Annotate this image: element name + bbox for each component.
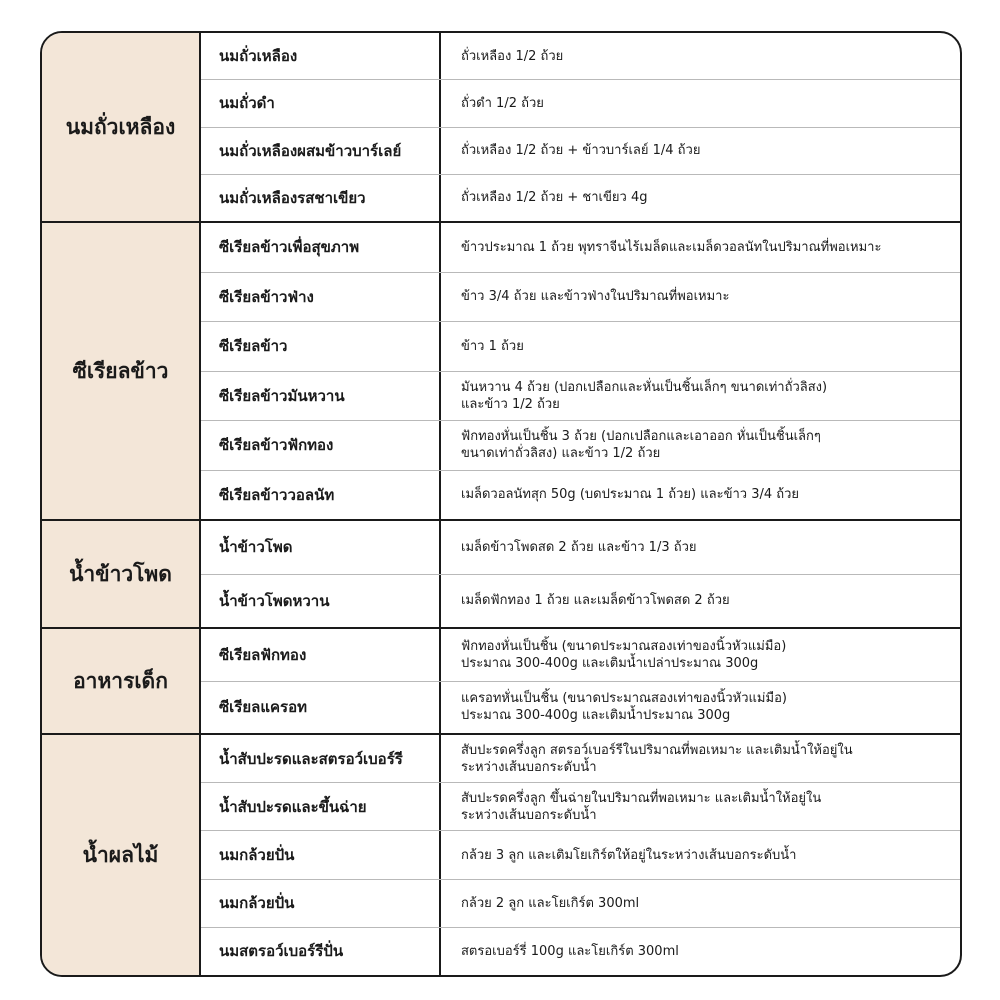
item-desc: ถั่วดำ 1/2 ถ้วย <box>461 95 544 111</box>
group-rice-cereal <box>42 221 960 519</box>
table-row <box>201 371 960 421</box>
item-desc: ฟักทองหั่นเป็นชิ้น (ขนาดประมาณสองเท่าของนิ้วหัวแม่มือ) ประมาณ 300-400g และเติมน้ำเปล่าประมาณ 300g <box>461 638 787 671</box>
table-row <box>201 272 960 322</box>
group-soy-milk <box>42 33 960 221</box>
item-name: นมกล้วยปั่น <box>201 831 441 878</box>
table-row <box>201 470 960 520</box>
table-row <box>201 127 960 174</box>
table-row <box>201 420 960 470</box>
table-row <box>201 830 960 878</box>
item-desc: มันหวาน 4 ถ้วย (ปอกเปลือกและหั่นเป็นชิ้นเล็กๆ ขนาดเท่าถั่วลิสง) และข้าว 1/2 ถ้วย <box>461 379 828 412</box>
table-row <box>201 782 960 830</box>
item-name: ซีเรียลข้าว <box>201 322 441 371</box>
item-name: นมถั่วเหลือง <box>201 33 441 79</box>
group-corn-juice <box>42 519 960 627</box>
table-row <box>201 681 960 734</box>
table-row <box>201 574 960 628</box>
item-desc: ถั่วเหลือง 1/2 ถ้วย <box>461 48 564 64</box>
item-desc: กล้วย 2 ลูก และโยเกิร์ต 300ml <box>461 895 640 911</box>
item-name: ซีเรียลข้าวฟักทอง <box>201 421 441 470</box>
item-name: นมถั่วเหลืองรสชาเขียว <box>201 175 441 221</box>
item-name: นมถั่วเหลืองผสมข้าวบาร์เลย์ <box>201 128 441 174</box>
item-name: น้ำข้าวโพดหวาน <box>201 575 441 628</box>
table-row <box>201 879 960 927</box>
item-name: นมกล้วยปั่น <box>201 880 441 927</box>
item-desc: สตรอเบอร์รี่ 100g และโยเกิร์ต 300ml <box>461 943 679 959</box>
item-name: นมสตรอว์เบอร์รีปั่น <box>201 928 441 975</box>
item-desc: ถั่วเหลือง 1/2 ถ้วย + ชาเขียว 4g <box>461 190 648 206</box>
item-desc: ถั่วเหลือง 1/2 ถ้วย + ข้าวบาร์เลย์ 1/4 ถ้วย <box>461 143 701 159</box>
item-name: นมถั่วดำ <box>201 80 441 126</box>
item-desc: เมล็ดฟักทอง 1 ถ้วย และเมล็ดข้าวโพดสด 2 ถ้วย <box>461 593 730 609</box>
table-row <box>201 521 960 574</box>
item-desc: ข้าว 3/4 ถ้วย และข้าวฟ่างในปริมาณที่พอเหมาะ <box>461 289 730 305</box>
item-desc: ข้าวประมาณ 1 ถ้วย พุทราจีนไร้เมล็ดและเมล็ดวอลนัทในปริมาณที่พอเหมาะ <box>461 239 882 255</box>
item-name: ซีเรียลข้าวฟ่าง <box>201 273 441 322</box>
item-name: น้ำสับปะรดและสตรอว์เบอร์รี <box>201 735 441 782</box>
item-desc: สับปะรดครึ่งลูก ขึ้นฉ่ายในปริมาณที่พอเหมาะ และเติมน้ำให้อยู่ใน ระหว่างเส้นบอกระดับน้ำ <box>461 790 822 823</box>
item-name: น้ำสับปะรดและขึ้นฉ่าย <box>201 783 441 830</box>
item-desc: ฟักทองหั่นเป็นชิ้น 3 ถ้วย (ปอกเปลือกและเอาออก หั่นเป็นชิ้นเล็กๆ ขนาดเท่าถั่วลิสง) และข้าว 1/2 ถ้วย <box>461 429 821 462</box>
category-label: ซีเรียลข้าว <box>42 223 201 519</box>
table-row <box>201 79 960 126</box>
item-desc: เมล็ดวอลนัทสุก 50g (บดประมาณ 1 ถ้วย) และข้าว 3/4 ถ้วย <box>461 487 800 503</box>
item-name: ซีเรียลข้าววอลนัท <box>201 471 441 520</box>
table-row <box>201 629 960 681</box>
recipe-table <box>40 31 962 977</box>
category-label: น้ำผลไม้ <box>42 735 201 975</box>
table-row <box>201 735 960 782</box>
item-desc: กล้วย 3 ลูก และเติมโยเกิร์ตให้อยู่ในระหว่างเส้นบอกระดับน้ำ <box>461 847 797 863</box>
item-name: ซีเรียลข้าวมันหวาน <box>201 372 441 421</box>
item-name: ซีเรียลข้าวเพื่อสุขภาพ <box>201 223 441 272</box>
item-desc: แครอทหั่นเป็นชิ้น (ขนาดประมาณสองเท่าของนิ้วหัวแม่มือ) ประมาณ 300-400g และเติมน้ำประมาณ 300g <box>461 691 787 724</box>
group-fruit-juice <box>42 733 960 975</box>
item-name: ซีเรียลฟักทอง <box>201 629 441 681</box>
category-label: น้ำข้าวโพด <box>42 521 201 627</box>
table-row <box>201 927 960 975</box>
category-label: อาหารเด็ก <box>42 629 201 733</box>
item-desc: เมล็ดข้าวโพดสด 2 ถ้วย และข้าว 1/3 ถ้วย <box>461 539 697 555</box>
table-row <box>201 223 960 272</box>
table-row <box>201 174 960 221</box>
item-name: ซีเรียลแครอท <box>201 682 441 734</box>
table-row <box>201 33 960 79</box>
item-desc: ข้าว 1 ถ้วย <box>461 338 524 354</box>
item-name: น้ำข้าวโพด <box>201 521 441 574</box>
group-baby-food <box>42 627 960 733</box>
item-desc: สับปะรดครึ่งลูก สตรอว์เบอร์รีในปริมาณที่พอเหมาะ และเติมน้ำให้อยู่ใน ระหว่างเส้นบอกระดับน้ำ <box>461 742 853 775</box>
category-label: นมถั่วเหลือง <box>42 33 201 221</box>
table-row <box>201 321 960 371</box>
